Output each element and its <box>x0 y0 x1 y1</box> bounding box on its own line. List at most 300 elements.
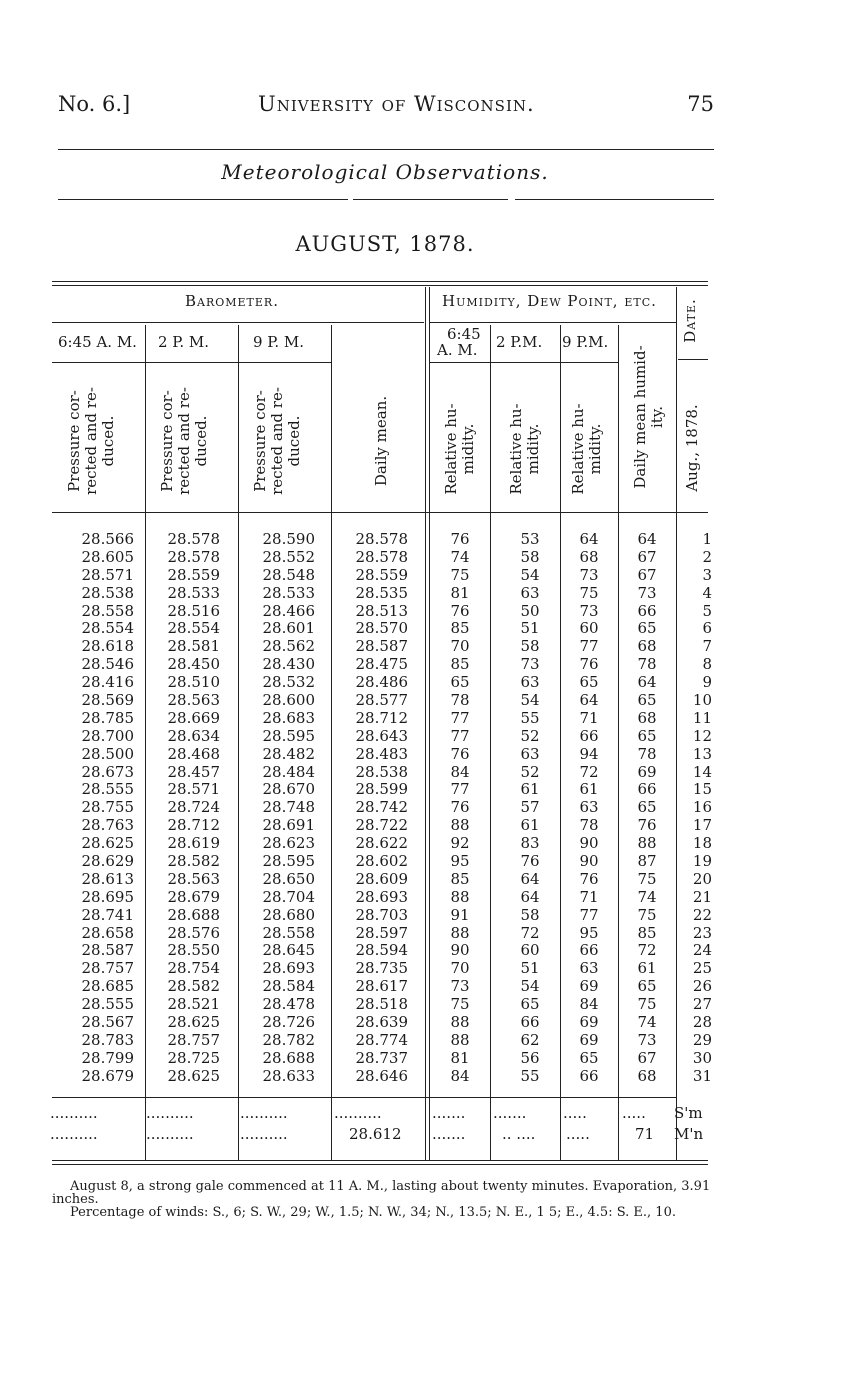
cell-h9: 65 <box>579 1048 599 1067</box>
cell-hmean: 68 <box>637 1066 657 1085</box>
cell-p645: 28.741 <box>81 905 134 924</box>
cell-p2: 28.582 <box>167 852 220 871</box>
table-bottom-rule-2 <box>52 1164 708 1165</box>
cell-h645: 74 <box>450 547 470 566</box>
cell-p645: 28.613 <box>81 869 134 888</box>
cell-day: 16 <box>692 798 712 817</box>
cell-day: 18 <box>692 834 712 853</box>
cell-h9: 72 <box>579 762 599 781</box>
cell-day: 13 <box>692 744 712 763</box>
cell-p9: 28.683 <box>262 708 315 727</box>
column-humidity-645am <box>440 531 480 1086</box>
cell-p645: 28.587 <box>81 941 134 960</box>
cell-p9: 28.562 <box>262 637 315 656</box>
page-number: 75 <box>687 92 714 116</box>
cell-pmean: 28.712 <box>355 708 408 727</box>
cell-p9: 28.601 <box>262 619 315 638</box>
col-header-daily-mean-humidity <box>632 331 666 503</box>
cell-pmean: 28.742 <box>355 798 408 817</box>
cell-hmean: 87 <box>637 852 657 871</box>
cell-p9: 28.466 <box>262 601 315 620</box>
cell-p645: 28.569 <box>81 691 134 710</box>
cell-pmean: 28.559 <box>355 565 408 584</box>
column-pressure-9pm <box>244 531 315 1086</box>
cell-pmean: 28.587 <box>355 637 408 656</box>
cell-p9: 28.595 <box>262 726 315 745</box>
table-top-rule <box>52 281 708 282</box>
cell-p645: 28.571 <box>81 565 134 584</box>
cell-day: 5 <box>702 601 712 620</box>
cell-h9: 64 <box>579 691 599 710</box>
sum-dots-p645: .......... <box>50 1104 98 1122</box>
cell-h9: 63 <box>579 959 599 978</box>
cell-pmean: 28.475 <box>355 655 408 674</box>
cell-p9: 28.633 <box>262 1066 315 1085</box>
cell-hmean: 78 <box>637 744 657 763</box>
cell-h9: 69 <box>579 1030 599 1049</box>
cell-h2: 66 <box>520 1013 540 1032</box>
cell-p645: 28.685 <box>81 977 134 996</box>
cell-day: 30 <box>692 1048 712 1067</box>
cell-h9: 77 <box>579 637 599 656</box>
cell-p645: 28.567 <box>81 1013 134 1032</box>
sum-dots-p2: .......... <box>146 1104 194 1122</box>
col-header-rel-humidity-9pm <box>570 394 604 504</box>
cell-p2: 28.754 <box>167 959 220 978</box>
cell-h645: 88 <box>450 1013 470 1032</box>
cell-h645: 77 <box>450 708 470 727</box>
cell-p2: 28.757 <box>167 1030 220 1049</box>
group-date: Date. <box>681 298 699 343</box>
cell-p2: 28.457 <box>167 762 220 781</box>
cell-h9: 68 <box>579 547 599 566</box>
cell-pmean: 28.646 <box>355 1066 408 1085</box>
cell-pmean: 28.622 <box>355 834 408 853</box>
cell-h645: 65 <box>450 673 470 692</box>
sub-645am: 6:45 A. M. <box>58 333 137 351</box>
cell-p645: 28.416 <box>81 673 134 692</box>
title-rule-left <box>58 199 348 200</box>
cell-p645: 28.500 <box>81 744 134 763</box>
cell-day: 28 <box>692 1013 712 1032</box>
cell-h9: 65 <box>579 673 599 692</box>
cell-p2: 28.578 <box>167 530 220 548</box>
cell-p2: 28.634 <box>167 726 220 745</box>
cell-h2: 61 <box>520 780 540 799</box>
cell-h645: 78 <box>450 691 470 710</box>
cell-day: 12 <box>692 726 712 745</box>
cell-h2: 63 <box>520 583 540 602</box>
cell-day: 7 <box>702 637 712 656</box>
mean-dots-h2: .. .... <box>502 1125 536 1143</box>
title-rule-mid <box>353 199 508 200</box>
mean-dots-h645: ....... <box>432 1125 466 1143</box>
cell-h9: 94 <box>579 744 599 763</box>
cell-hmean: 65 <box>637 691 657 710</box>
cell-p9: 28.670 <box>262 780 315 799</box>
cell-h645: 88 <box>450 1030 470 1049</box>
cell-pmean: 28.577 <box>355 691 408 710</box>
mean-humidity-value: 71 <box>635 1125 655 1143</box>
cell-h645: 95 <box>450 852 470 871</box>
col-header-rel-humidity-645am <box>443 394 477 504</box>
column-pressure-daily-mean <box>340 531 408 1086</box>
col-header-line: midity. <box>524 423 542 475</box>
cell-h9: 61 <box>579 780 599 799</box>
cell-hmean: 64 <box>637 673 657 692</box>
col-divider-5 <box>490 325 491 1160</box>
cell-p9: 28.590 <box>262 530 315 548</box>
cell-h2: 57 <box>520 798 540 817</box>
cell-h2: 64 <box>520 887 540 906</box>
cell-day: 23 <box>692 923 712 942</box>
cell-hmean: 65 <box>637 977 657 996</box>
note-winds: Percentage of winds: S., 6; S. W., 29; W., 1.5; N. W., 34; N., 13.5; N. E., 1 5; E., 4.5: S. E., 10. <box>70 1205 676 1220</box>
cell-p9: 28.558 <box>262 923 315 942</box>
cell-p2: 28.578 <box>167 547 220 566</box>
cell-p2: 28.563 <box>167 869 220 888</box>
sub-humidity-645am-line1: 6:45 <box>447 325 481 343</box>
institution-name: University of Wisconsin. <box>258 92 535 116</box>
cell-h9: 63 <box>579 798 599 817</box>
col-header-pressure-2pm <box>159 376 210 506</box>
humidity-group-rule <box>430 322 676 323</box>
cell-h2: 51 <box>520 959 540 978</box>
cell-hmean: 65 <box>637 726 657 745</box>
cell-p645: 28.658 <box>81 923 134 942</box>
cell-p9: 28.595 <box>262 852 315 871</box>
sum-dots-p9: .......... <box>240 1104 288 1122</box>
group-barometer: Barometer. <box>185 292 279 310</box>
cell-h9: 73 <box>579 601 599 620</box>
cell-pmean: 28.538 <box>355 762 408 781</box>
table-bottom-rule <box>52 1160 708 1161</box>
cell-p645: 28.555 <box>81 780 134 799</box>
cell-pmean: 28.578 <box>355 530 408 548</box>
cell-day: 22 <box>692 905 712 924</box>
cell-hmean: 65 <box>637 798 657 817</box>
column-humidity-2pm <box>510 531 550 1086</box>
sub-9pm: 9 P. M. <box>253 333 305 351</box>
cell-day: 19 <box>692 852 712 871</box>
cell-pmean: 28.617 <box>355 977 408 996</box>
cell-hmean: 73 <box>637 583 657 602</box>
barometer-sub-rule <box>52 362 332 363</box>
cell-hmean: 66 <box>637 780 657 799</box>
cell-h645: 91 <box>450 905 470 924</box>
cell-pmean: 28.693 <box>355 887 408 906</box>
cell-pmean: 28.643 <box>355 726 408 745</box>
cell-p645: 28.555 <box>81 995 134 1014</box>
barometer-group-rule <box>52 322 424 323</box>
cell-hmean: 73 <box>637 1030 657 1049</box>
cell-h9: 69 <box>579 1013 599 1032</box>
cell-p645: 28.558 <box>81 601 134 620</box>
cell-h2: 50 <box>520 601 540 620</box>
cell-hmean: 75 <box>637 905 657 924</box>
humidity-sub-rule <box>430 362 618 363</box>
cell-h2: 61 <box>520 816 540 835</box>
cell-p2: 28.679 <box>167 887 220 906</box>
cell-p2: 28.724 <box>167 798 220 817</box>
col-header-rel-humidity-2pm <box>508 394 542 504</box>
cell-p645: 28.673 <box>81 762 134 781</box>
cell-h9: 71 <box>579 887 599 906</box>
cell-pmean: 28.486 <box>355 673 408 692</box>
cell-day: 24 <box>692 941 712 960</box>
cell-p9: 28.691 <box>262 816 315 835</box>
cell-p9: 28.482 <box>262 744 315 763</box>
cell-p9: 28.748 <box>262 798 315 817</box>
col-header-line: midity. <box>586 423 604 475</box>
footnotes <box>52 1180 720 1219</box>
cell-p9: 28.584 <box>262 977 315 996</box>
cell-p9: 28.484 <box>262 762 315 781</box>
cell-h2: 55 <box>520 708 540 727</box>
cell-h2: 51 <box>520 619 540 638</box>
cell-day: 11 <box>692 708 712 727</box>
cell-p645: 28.757 <box>81 959 134 978</box>
cell-p2: 28.625 <box>167 1066 220 1085</box>
cell-p2: 28.550 <box>167 941 220 960</box>
cell-day: 26 <box>692 977 712 996</box>
cell-hmean: 78 <box>637 655 657 674</box>
cell-day: 15 <box>692 780 712 799</box>
cell-day: 9 <box>702 673 712 692</box>
cell-day: 14 <box>692 762 712 781</box>
title-rule-right <box>515 199 714 200</box>
mean-dots-h9: ..... <box>566 1125 590 1143</box>
cell-h2: 52 <box>520 762 540 781</box>
cell-pmean: 28.774 <box>355 1030 408 1049</box>
cell-day: 17 <box>692 816 712 835</box>
cell-h2: 54 <box>520 977 540 996</box>
cell-pmean: 28.518 <box>355 995 408 1014</box>
cell-hmean: 64 <box>637 530 657 548</box>
col-header-line: duced. <box>192 415 210 467</box>
cell-p645: 28.625 <box>81 834 134 853</box>
cell-day: 6 <box>702 619 712 638</box>
col-header-line: Relative hu- <box>507 403 525 495</box>
cell-p645: 28.618 <box>81 637 134 656</box>
cell-h9: 95 <box>579 923 599 942</box>
col-header-date: Aug., 1878. <box>683 404 701 492</box>
cell-hmean: 88 <box>637 834 657 853</box>
col-header-line: rected and re- <box>175 387 193 495</box>
cell-p2: 28.688 <box>167 905 220 924</box>
cell-p9: 28.650 <box>262 869 315 888</box>
cell-p2: 28.582 <box>167 977 220 996</box>
cell-p2: 28.576 <box>167 923 220 942</box>
cell-hmean: 66 <box>637 601 657 620</box>
cell-h645: 77 <box>450 780 470 799</box>
col-header-line: Relative hu- <box>442 403 460 495</box>
sub-humidity-9pm: 9 P.M. <box>562 333 609 351</box>
cell-h645: 73 <box>450 977 470 996</box>
mean-dots-p9: .......... <box>240 1125 288 1143</box>
cell-h645: 76 <box>450 601 470 620</box>
col-header-line: Daily mean humid- <box>631 345 649 489</box>
cell-p645: 28.605 <box>81 547 134 566</box>
cell-pmean: 28.535 <box>355 583 408 602</box>
sub-humidity-2pm: 2 P.M. <box>496 333 543 351</box>
cell-h2: 56 <box>520 1048 540 1067</box>
cell-h645: 85 <box>450 655 470 674</box>
sub-humidity-645am <box>437 326 481 358</box>
cell-h2: 52 <box>520 726 540 745</box>
col-header-line: midity. <box>459 423 477 475</box>
month-title: AUGUST, 1878. <box>295 232 475 256</box>
cell-p2: 28.450 <box>167 655 220 674</box>
cell-h9: 75 <box>579 583 599 602</box>
mean-label: M'n <box>674 1125 704 1143</box>
cell-p9: 28.532 <box>262 673 315 692</box>
cell-h645: 76 <box>450 530 470 548</box>
col-divider-6 <box>560 325 561 1160</box>
cell-h2: 53 <box>520 530 540 548</box>
cell-pmean: 28.594 <box>355 941 408 960</box>
cell-day: 2 <box>702 547 712 566</box>
cell-h2: 63 <box>520 744 540 763</box>
cell-h9: 71 <box>579 708 599 727</box>
cell-p645: 28.785 <box>81 708 134 727</box>
col-divider-7 <box>618 325 619 1160</box>
col-header-line: Pressure cor- <box>65 390 83 492</box>
cell-day: 1 <box>702 530 712 548</box>
cell-h645: 84 <box>450 762 470 781</box>
cell-h645: 76 <box>450 744 470 763</box>
cell-day: 21 <box>692 887 712 906</box>
cell-h645: 81 <box>450 583 470 602</box>
cell-p645: 28.629 <box>81 852 134 871</box>
col-header-pressure-9pm <box>252 376 303 506</box>
cell-hmean: 74 <box>637 887 657 906</box>
cell-h2: 83 <box>520 834 540 853</box>
cell-p2: 28.571 <box>167 780 220 799</box>
cell-h9: 90 <box>579 852 599 871</box>
section-title: Meteorological Observations. <box>221 160 549 184</box>
cell-h9: 66 <box>579 941 599 960</box>
cell-hmean: 75 <box>637 995 657 1014</box>
cell-hmean: 68 <box>637 708 657 727</box>
cell-h9: 77 <box>579 905 599 924</box>
cell-p2: 28.521 <box>167 995 220 1014</box>
cell-hmean: 61 <box>637 959 657 978</box>
cell-pmean: 28.570 <box>355 619 408 638</box>
cell-pmean: 28.599 <box>355 780 408 799</box>
cell-p2: 28.510 <box>167 673 220 692</box>
cell-h2: 60 <box>520 941 540 960</box>
col-header-line: Pressure cor- <box>251 390 269 492</box>
cell-p645: 28.538 <box>81 583 134 602</box>
cell-pmean: 28.483 <box>355 744 408 763</box>
cell-pmean: 28.737 <box>355 1048 408 1067</box>
sum-dots-h2: ....... <box>493 1104 527 1122</box>
cell-pmean: 28.597 <box>355 923 408 942</box>
cell-p2: 28.669 <box>167 708 220 727</box>
column-pressure-645am <box>60 531 134 1086</box>
table-top-rule-2 <box>52 285 708 286</box>
cell-p645: 28.755 <box>81 798 134 817</box>
cell-hmean: 68 <box>637 637 657 656</box>
cell-p9: 28.688 <box>262 1048 315 1067</box>
cell-p645: 28.763 <box>81 816 134 835</box>
cell-pmean: 28.513 <box>355 601 408 620</box>
col-divider-2 <box>238 325 239 1160</box>
cell-p9: 28.623 <box>262 834 315 853</box>
header-rule <box>58 149 714 150</box>
cell-p9: 28.600 <box>262 691 315 710</box>
col-header-line: duced. <box>285 415 303 467</box>
cell-hmean: 69 <box>637 762 657 781</box>
column-humidity-9pm <box>569 531 609 1086</box>
cell-p9: 28.478 <box>262 995 315 1014</box>
cell-pmean: 28.602 <box>355 852 408 871</box>
col-header-pressure-645am <box>66 376 117 506</box>
cell-h2: 76 <box>520 852 540 871</box>
cell-h645: 88 <box>450 816 470 835</box>
cell-hmean: 85 <box>637 923 657 942</box>
col-divider-1 <box>145 325 146 1160</box>
cell-p9: 28.693 <box>262 959 315 978</box>
cell-h9: 76 <box>579 655 599 674</box>
col-header-daily-mean: Daily mean. <box>372 395 390 487</box>
sum-dots-pmean: .......... <box>334 1104 382 1122</box>
cell-pmean: 28.735 <box>355 959 408 978</box>
cell-p9: 28.548 <box>262 565 315 584</box>
cell-hmean: 76 <box>637 816 657 835</box>
sum-dots-h645: ....... <box>432 1104 466 1122</box>
cell-day: 8 <box>702 655 712 674</box>
cell-p9: 28.726 <box>262 1013 315 1032</box>
cell-p645: 28.546 <box>81 655 134 674</box>
cell-hmean: 67 <box>637 547 657 566</box>
col-header-line: duced. <box>99 415 117 467</box>
cell-h645: 70 <box>450 637 470 656</box>
col-header-line: rected and re- <box>268 387 286 495</box>
cell-h2: 54 <box>520 565 540 584</box>
cell-hmean: 75 <box>637 869 657 888</box>
cell-h2: 58 <box>520 637 540 656</box>
cell-pmean: 28.609 <box>355 869 408 888</box>
cell-pmean: 28.703 <box>355 905 408 924</box>
cell-p9: 28.782 <box>262 1030 315 1049</box>
cell-h645: 75 <box>450 995 470 1014</box>
header-bottom-rule <box>52 512 708 513</box>
cell-p2: 28.619 <box>167 834 220 853</box>
mean-dots-p2: .......... <box>146 1125 194 1143</box>
cell-p2: 28.559 <box>167 565 220 584</box>
cell-p2: 28.533 <box>167 583 220 602</box>
cell-p9: 28.645 <box>262 941 315 960</box>
cell-p645: 28.554 <box>81 619 134 638</box>
cell-hmean: 67 <box>637 565 657 584</box>
cell-p2: 28.725 <box>167 1048 220 1067</box>
col-divider-4b <box>429 287 430 1160</box>
cell-h9: 90 <box>579 834 599 853</box>
cell-h645: 85 <box>450 619 470 638</box>
cell-h9: 64 <box>579 530 599 548</box>
cell-p2: 28.581 <box>167 637 220 656</box>
cell-h9: 76 <box>579 869 599 888</box>
cell-day: 3 <box>702 565 712 584</box>
cell-h9: 66 <box>579 1066 599 1085</box>
cell-p645: 28.799 <box>81 1048 134 1067</box>
cell-h645: 88 <box>450 887 470 906</box>
cell-p9: 28.704 <box>262 887 315 906</box>
cell-p2: 28.563 <box>167 691 220 710</box>
sub-humidity-645am-line2: A. M. <box>437 341 478 359</box>
